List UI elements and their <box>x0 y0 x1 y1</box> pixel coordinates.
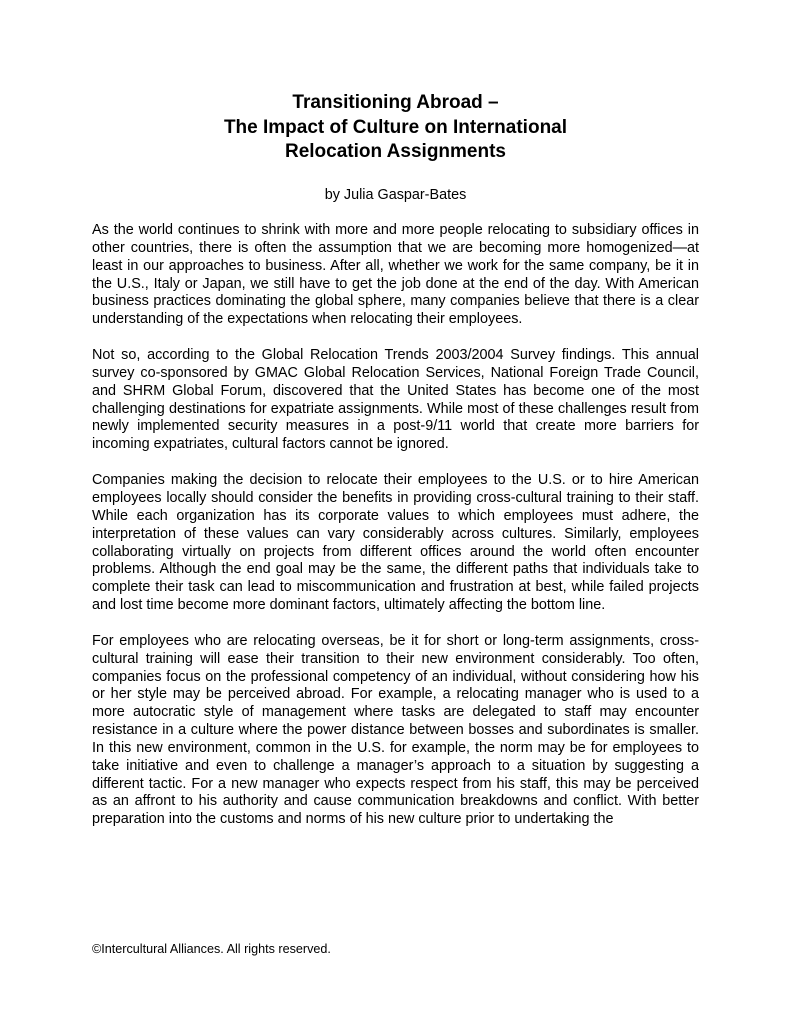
paragraph-2: Not so, according to the Global Relocation Trends 2003/2004 Survey findings. This annual survey co-sponsored by GMAC Global Relocation Services, National Foreign Trade Council, and SHRM Global Forum, discovered that the United States has become one of the most challenging destinations for expatriate assignments. While most of these challenges result from newly implemented security measures in a post-9/11 world that create more barriers for incoming expatriates, cultural factors cannot be ignored. <box>92 347 699 453</box>
author-byline: by Julia Gaspar-Bates <box>324 187 467 203</box>
paragraph-3: Companies making the decision to relocate their employees to the U.S. or to hire American employees locally should consider the benefits in providing cross-cultural training to their staff. While each organization has its corporate values to which employees must adhere, the interpretation of these values can vary considerably across cultures. Similarly, employees collaborating virtually on projects from different offices around the world often encounter problems. Although the end goal may be the same, the different paths that individuals take to complete their task can lead to miscommunication and frustration at best, while failed projects and lost time become more dominant factors, ultimately affecting the bottom line. <box>92 472 699 614</box>
paragraph-4: For employees who are relocating overseas, be it for short or long-term assignments, cross-cultural training will ease their transition to their new environment considerably. Too often, companies focus on the professional competency of an individual, without considering how his or her style may be perceived abroad. For example, a relocating manager who is used to a more autocratic style of management where tasks are delegated to staff may encounter resistance in a culture where the power distance between bosses and subordinates is smaller. In this new environment, common in the U.S. for example, the norm may be for employees to take initiative and even to challenge a manager’s approach to a situation by suggesting a different tactic. For a new manager who expects respect from his staff, this may be perceived as an affront to his authority and cause communication breakdowns and conflict. With better preparation into the customs and norms of his new culture prior to undertaking the <box>92 632 699 828</box>
document-title <box>0 91 791 165</box>
title-line-3: Relocation Assignments <box>284 141 506 162</box>
title-line-1: Transitioning Abroad – <box>292 92 499 113</box>
copyright-footer: ©Intercultural Alliances. All rights reserved. <box>92 942 331 956</box>
paragraph-1: As the world continues to shrink with more and more people relocating to subsidiary offices in other countries, there is often the assumption that we are becoming more homogenized—at least in our approaches to business. After all, whether we work for the same company, be it in the U.S., Italy or Japan, we still have to get the job done at the end of the day. With American business practices dominating the global sphere, many companies believe that there is a clear understanding of the expectations when relocating their employees. <box>92 222 699 328</box>
article-body <box>92 222 699 847</box>
title-line-2: The Impact of Culture on International <box>223 116 568 138</box>
